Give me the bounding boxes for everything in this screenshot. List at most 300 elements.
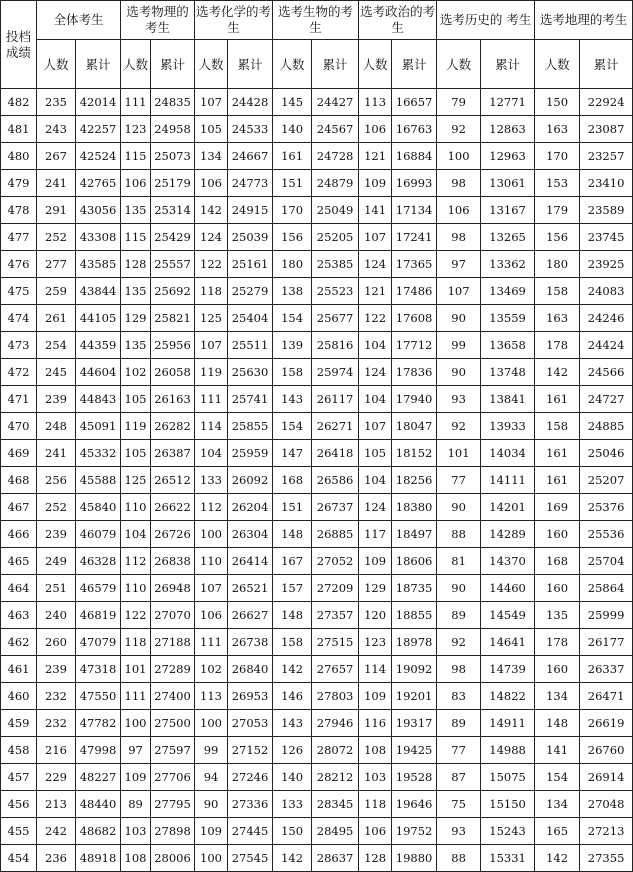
count-cell: 102 bbox=[121, 359, 151, 386]
cumulative-cell: 26586 bbox=[312, 467, 359, 494]
count-cell: 249 bbox=[37, 548, 76, 575]
score-cell: 467 bbox=[1, 494, 37, 521]
cumulative-cell: 23087 bbox=[580, 116, 633, 143]
count-cell: 128 bbox=[359, 845, 392, 872]
count-cell: 106 bbox=[195, 602, 228, 629]
count-cell: 135 bbox=[121, 332, 151, 359]
cumulative-header: 累计 bbox=[151, 40, 195, 89]
cumulative-cell: 27355 bbox=[580, 845, 633, 872]
score-cell: 464 bbox=[1, 575, 37, 602]
count-cell: 129 bbox=[121, 305, 151, 332]
cumulative-cell: 25279 bbox=[228, 278, 273, 305]
count-header: 人数 bbox=[195, 40, 228, 89]
cumulative-cell: 45332 bbox=[76, 440, 121, 467]
count-cell: 154 bbox=[535, 764, 580, 791]
count-cell: 179 bbox=[535, 197, 580, 224]
cumulative-cell: 24246 bbox=[580, 305, 633, 332]
table-row bbox=[1, 89, 633, 116]
cumulative-cell: 25864 bbox=[580, 575, 633, 602]
cumulative-cell: 25404 bbox=[228, 305, 273, 332]
count-cell: 161 bbox=[535, 467, 580, 494]
cumulative-cell: 26737 bbox=[312, 494, 359, 521]
count-cell: 115 bbox=[121, 143, 151, 170]
group-header-physics: 选考物理的考生 bbox=[121, 1, 195, 40]
score-cell: 468 bbox=[1, 467, 37, 494]
score-cell: 481 bbox=[1, 116, 37, 143]
count-cell: 135 bbox=[535, 602, 580, 629]
group-header-biology: 选考生物的考生 bbox=[273, 1, 359, 40]
count-cell: 150 bbox=[535, 89, 580, 116]
count-cell: 121 bbox=[359, 143, 392, 170]
table-row bbox=[1, 332, 633, 359]
cumulative-cell: 25999 bbox=[580, 602, 633, 629]
count-cell: 129 bbox=[359, 575, 392, 602]
cumulative-cell: 14641 bbox=[481, 629, 535, 656]
table-row bbox=[1, 197, 633, 224]
count-cell: 112 bbox=[195, 494, 228, 521]
cumulative-cell: 28495 bbox=[312, 818, 359, 845]
count-cell: 114 bbox=[359, 656, 392, 683]
cumulative-cell: 48440 bbox=[76, 791, 121, 818]
count-cell: 259 bbox=[37, 278, 76, 305]
score-cell: 454 bbox=[1, 845, 37, 872]
cumulative-cell: 25207 bbox=[580, 467, 633, 494]
cumulative-cell: 24427 bbox=[312, 89, 359, 116]
count-cell: 111 bbox=[195, 386, 228, 413]
count-cell: 126 bbox=[273, 737, 312, 764]
count-cell: 277 bbox=[37, 251, 76, 278]
cumulative-cell: 24727 bbox=[580, 386, 633, 413]
cumulative-cell: 26414 bbox=[228, 548, 273, 575]
count-cell: 161 bbox=[535, 386, 580, 413]
score-cell: 463 bbox=[1, 602, 37, 629]
table-row bbox=[1, 170, 633, 197]
count-cell: 118 bbox=[121, 629, 151, 656]
table-row bbox=[1, 467, 633, 494]
cumulative-cell: 17836 bbox=[392, 359, 437, 386]
count-cell: 88 bbox=[437, 521, 481, 548]
cumulative-cell: 19752 bbox=[392, 818, 437, 845]
table-row bbox=[1, 440, 633, 467]
count-cell: 161 bbox=[535, 440, 580, 467]
count-cell: 154 bbox=[273, 413, 312, 440]
table-row bbox=[1, 143, 633, 170]
cumulative-cell: 25557 bbox=[151, 251, 195, 278]
table-row bbox=[1, 278, 633, 305]
cumulative-cell: 27357 bbox=[312, 602, 359, 629]
count-cell: 100 bbox=[195, 710, 228, 737]
cumulative-cell: 16657 bbox=[392, 89, 437, 116]
count-cell: 252 bbox=[37, 494, 76, 521]
count-cell: 170 bbox=[273, 197, 312, 224]
count-cell: 140 bbox=[273, 764, 312, 791]
count-cell: 105 bbox=[121, 440, 151, 467]
cumulative-cell: 26337 bbox=[580, 656, 633, 683]
count-cell: 108 bbox=[359, 737, 392, 764]
count-cell: 180 bbox=[273, 251, 312, 278]
cumulative-cell: 24885 bbox=[580, 413, 633, 440]
cumulative-cell: 48227 bbox=[76, 764, 121, 791]
cumulative-cell: 14822 bbox=[481, 683, 535, 710]
table-row bbox=[1, 710, 633, 737]
count-cell: 98 bbox=[437, 656, 481, 683]
count-cell: 163 bbox=[535, 305, 580, 332]
count-cell: 142 bbox=[535, 845, 580, 872]
cumulative-cell: 25385 bbox=[312, 251, 359, 278]
count-cell: 117 bbox=[359, 521, 392, 548]
count-cell: 232 bbox=[37, 683, 76, 710]
cumulative-cell: 45840 bbox=[76, 494, 121, 521]
cumulative-cell: 48918 bbox=[76, 845, 121, 872]
count-cell: 108 bbox=[121, 845, 151, 872]
cumulative-cell: 42257 bbox=[76, 116, 121, 143]
count-cell: 107 bbox=[359, 413, 392, 440]
subheader-row bbox=[1, 40, 633, 89]
cumulative-cell: 27336 bbox=[228, 791, 273, 818]
cumulative-cell: 44359 bbox=[76, 332, 121, 359]
score-cell: 482 bbox=[1, 89, 37, 116]
count-cell: 180 bbox=[535, 251, 580, 278]
cumulative-cell: 27445 bbox=[228, 818, 273, 845]
cumulative-cell: 14034 bbox=[481, 440, 535, 467]
count-cell: 119 bbox=[195, 359, 228, 386]
table-row bbox=[1, 494, 633, 521]
cumulative-cell: 25704 bbox=[580, 548, 633, 575]
count-cell: 122 bbox=[195, 251, 228, 278]
cumulative-cell: 47079 bbox=[76, 629, 121, 656]
group-header-all: 全体考生 bbox=[37, 1, 121, 40]
cumulative-cell: 13469 bbox=[481, 278, 535, 305]
cumulative-cell: 25376 bbox=[580, 494, 633, 521]
cumulative-header: 累计 bbox=[580, 40, 633, 89]
cumulative-cell: 17486 bbox=[392, 278, 437, 305]
score-cell: 455 bbox=[1, 818, 37, 845]
cumulative-cell: 25692 bbox=[151, 278, 195, 305]
count-cell: 154 bbox=[273, 305, 312, 332]
score-cell: 457 bbox=[1, 764, 37, 791]
count-cell: 125 bbox=[121, 467, 151, 494]
cumulative-cell: 26838 bbox=[151, 548, 195, 575]
cumulative-cell: 19317 bbox=[392, 710, 437, 737]
count-cell: 157 bbox=[273, 575, 312, 602]
cumulative-header: 累计 bbox=[76, 40, 121, 89]
count-cell: 160 bbox=[535, 656, 580, 683]
count-header: 人数 bbox=[535, 40, 580, 89]
cumulative-cell: 18606 bbox=[392, 548, 437, 575]
count-cell: 106 bbox=[195, 170, 228, 197]
group-header-chemistry: 选考化学的考生 bbox=[195, 1, 273, 40]
cumulative-cell: 25511 bbox=[228, 332, 273, 359]
count-cell: 123 bbox=[121, 116, 151, 143]
count-cell: 99 bbox=[437, 332, 481, 359]
count-cell: 241 bbox=[37, 440, 76, 467]
cumulative-cell: 26117 bbox=[312, 386, 359, 413]
cumulative-cell: 25855 bbox=[228, 413, 273, 440]
cumulative-cell: 47550 bbox=[76, 683, 121, 710]
count-cell: 99 bbox=[195, 737, 228, 764]
count-cell: 106 bbox=[359, 818, 392, 845]
count-cell: 105 bbox=[359, 440, 392, 467]
cumulative-cell: 15331 bbox=[481, 845, 535, 872]
count-cell: 104 bbox=[359, 386, 392, 413]
count-cell: 256 bbox=[37, 467, 76, 494]
cumulative-cell: 27289 bbox=[151, 656, 195, 683]
cumulative-cell: 26760 bbox=[580, 737, 633, 764]
count-cell: 260 bbox=[37, 629, 76, 656]
table-row bbox=[1, 521, 633, 548]
count-cell: 104 bbox=[359, 467, 392, 494]
cumulative-cell: 16763 bbox=[392, 116, 437, 143]
cumulative-cell: 27597 bbox=[151, 737, 195, 764]
cumulative-cell: 24424 bbox=[580, 332, 633, 359]
cumulative-cell: 26271 bbox=[312, 413, 359, 440]
cumulative-cell: 13748 bbox=[481, 359, 535, 386]
cumulative-cell: 25959 bbox=[228, 440, 273, 467]
table-row bbox=[1, 116, 633, 143]
cumulative-cell: 24773 bbox=[228, 170, 273, 197]
count-cell: 169 bbox=[535, 494, 580, 521]
count-cell: 158 bbox=[273, 359, 312, 386]
score-cell: 459 bbox=[1, 710, 37, 737]
group-header-politics: 选考政治的考生 bbox=[359, 1, 437, 40]
count-cell: 239 bbox=[37, 386, 76, 413]
cumulative-cell: 25523 bbox=[312, 278, 359, 305]
count-cell: 158 bbox=[535, 278, 580, 305]
count-cell: 145 bbox=[273, 89, 312, 116]
count-cell: 106 bbox=[359, 116, 392, 143]
cumulative-cell: 23257 bbox=[580, 143, 633, 170]
count-cell: 105 bbox=[195, 116, 228, 143]
cumulative-cell: 14911 bbox=[481, 710, 535, 737]
table-row bbox=[1, 737, 633, 764]
cumulative-cell: 26387 bbox=[151, 440, 195, 467]
count-cell: 89 bbox=[437, 602, 481, 629]
count-cell: 109 bbox=[359, 170, 392, 197]
count-cell: 112 bbox=[121, 548, 151, 575]
cumulative-cell: 26914 bbox=[580, 764, 633, 791]
table-row bbox=[1, 791, 633, 818]
cumulative-cell: 19425 bbox=[392, 737, 437, 764]
cumulative-cell: 17712 bbox=[392, 332, 437, 359]
cumulative-cell: 27052 bbox=[312, 548, 359, 575]
count-cell: 113 bbox=[195, 683, 228, 710]
count-cell: 103 bbox=[121, 818, 151, 845]
count-cell: 239 bbox=[37, 656, 76, 683]
count-cell: 146 bbox=[273, 683, 312, 710]
count-cell: 148 bbox=[273, 521, 312, 548]
cumulative-cell: 24728 bbox=[312, 143, 359, 170]
score-label-line1: 投档 bbox=[5, 28, 31, 44]
count-cell: 111 bbox=[121, 683, 151, 710]
count-cell: 147 bbox=[273, 440, 312, 467]
count-cell: 251 bbox=[37, 575, 76, 602]
score-cell: 472 bbox=[1, 359, 37, 386]
score-cell: 478 bbox=[1, 197, 37, 224]
cumulative-cell: 19201 bbox=[392, 683, 437, 710]
cumulative-cell: 43056 bbox=[76, 197, 121, 224]
cumulative-cell: 44105 bbox=[76, 305, 121, 332]
count-cell: 106 bbox=[121, 170, 151, 197]
count-cell: 101 bbox=[437, 440, 481, 467]
cumulative-cell: 23745 bbox=[580, 224, 633, 251]
count-cell: 87 bbox=[437, 764, 481, 791]
cumulative-cell: 26885 bbox=[312, 521, 359, 548]
count-cell: 77 bbox=[437, 737, 481, 764]
count-cell: 138 bbox=[273, 278, 312, 305]
cumulative-cell: 14460 bbox=[481, 575, 535, 602]
count-cell: 90 bbox=[437, 305, 481, 332]
count-cell: 124 bbox=[359, 251, 392, 278]
table-body bbox=[1, 89, 633, 872]
cumulative-cell: 26418 bbox=[312, 440, 359, 467]
cumulative-cell: 24915 bbox=[228, 197, 273, 224]
cumulative-cell: 27070 bbox=[151, 602, 195, 629]
count-cell: 134 bbox=[535, 683, 580, 710]
count-cell: 89 bbox=[437, 710, 481, 737]
cumulative-cell: 27795 bbox=[151, 791, 195, 818]
count-cell: 160 bbox=[535, 521, 580, 548]
cumulative-cell: 23410 bbox=[580, 170, 633, 197]
table-row bbox=[1, 764, 633, 791]
cumulative-cell: 19528 bbox=[392, 764, 437, 791]
cumulative-cell: 12771 bbox=[481, 89, 535, 116]
count-cell: 110 bbox=[121, 575, 151, 602]
count-header: 人数 bbox=[437, 40, 481, 89]
score-cell: 462 bbox=[1, 629, 37, 656]
cumulative-cell: 28345 bbox=[312, 791, 359, 818]
score-cell: 470 bbox=[1, 413, 37, 440]
table-row bbox=[1, 629, 633, 656]
cumulative-cell: 26163 bbox=[151, 386, 195, 413]
cumulative-cell: 26726 bbox=[151, 521, 195, 548]
count-cell: 100 bbox=[437, 143, 481, 170]
score-cell: 480 bbox=[1, 143, 37, 170]
cumulative-cell: 28072 bbox=[312, 737, 359, 764]
count-cell: 109 bbox=[121, 764, 151, 791]
count-cell: 92 bbox=[437, 413, 481, 440]
cumulative-cell: 13061 bbox=[481, 170, 535, 197]
cumulative-cell: 47318 bbox=[76, 656, 121, 683]
cumulative-cell: 25821 bbox=[151, 305, 195, 332]
count-cell: 122 bbox=[121, 602, 151, 629]
cumulative-cell: 18497 bbox=[392, 521, 437, 548]
count-cell: 100 bbox=[121, 710, 151, 737]
count-cell: 160 bbox=[535, 575, 580, 602]
count-cell: 105 bbox=[121, 386, 151, 413]
count-cell: 151 bbox=[273, 170, 312, 197]
cumulative-cell: 18978 bbox=[392, 629, 437, 656]
count-cell: 148 bbox=[273, 602, 312, 629]
count-cell: 248 bbox=[37, 413, 76, 440]
count-cell: 118 bbox=[359, 791, 392, 818]
count-cell: 90 bbox=[195, 791, 228, 818]
count-cell: 168 bbox=[535, 548, 580, 575]
count-cell: 140 bbox=[273, 116, 312, 143]
count-cell: 261 bbox=[37, 305, 76, 332]
count-cell: 123 bbox=[359, 629, 392, 656]
cumulative-cell: 46819 bbox=[76, 602, 121, 629]
count-cell: 135 bbox=[121, 197, 151, 224]
count-cell: 109 bbox=[359, 548, 392, 575]
cumulative-cell: 45091 bbox=[76, 413, 121, 440]
count-cell: 125 bbox=[195, 305, 228, 332]
cumulative-cell: 23589 bbox=[580, 197, 633, 224]
cumulative-cell: 15150 bbox=[481, 791, 535, 818]
count-cell: 107 bbox=[195, 575, 228, 602]
count-cell: 98 bbox=[437, 224, 481, 251]
cumulative-cell: 24879 bbox=[312, 170, 359, 197]
count-cell: 115 bbox=[121, 224, 151, 251]
cumulative-cell: 44843 bbox=[76, 386, 121, 413]
cumulative-cell: 18855 bbox=[392, 602, 437, 629]
count-cell: 92 bbox=[437, 116, 481, 143]
score-cell: 474 bbox=[1, 305, 37, 332]
count-cell: 239 bbox=[37, 521, 76, 548]
cumulative-cell: 12963 bbox=[481, 143, 535, 170]
count-cell: 93 bbox=[437, 386, 481, 413]
cumulative-cell: 26840 bbox=[228, 656, 273, 683]
cumulative-cell: 28637 bbox=[312, 845, 359, 872]
count-cell: 90 bbox=[437, 359, 481, 386]
count-cell: 107 bbox=[437, 278, 481, 305]
table-row bbox=[1, 386, 633, 413]
cumulative-cell: 27946 bbox=[312, 710, 359, 737]
count-cell: 94 bbox=[195, 764, 228, 791]
cumulative-cell: 47782 bbox=[76, 710, 121, 737]
count-cell: 165 bbox=[535, 818, 580, 845]
cumulative-cell: 26953 bbox=[228, 683, 273, 710]
cumulative-cell: 25630 bbox=[228, 359, 273, 386]
count-cell: 141 bbox=[535, 737, 580, 764]
cumulative-cell: 24533 bbox=[228, 116, 273, 143]
count-cell: 104 bbox=[195, 440, 228, 467]
cumulative-cell: 42014 bbox=[76, 89, 121, 116]
count-header: 人数 bbox=[359, 40, 392, 89]
cumulative-cell: 24567 bbox=[312, 116, 359, 143]
cumulative-cell: 19880 bbox=[392, 845, 437, 872]
count-cell: 110 bbox=[121, 494, 151, 521]
cumulative-cell: 28006 bbox=[151, 845, 195, 872]
count-cell: 143 bbox=[273, 386, 312, 413]
count-cell: 109 bbox=[195, 818, 228, 845]
cumulative-cell: 19646 bbox=[392, 791, 437, 818]
count-cell: 104 bbox=[359, 332, 392, 359]
cumulative-header: 累计 bbox=[228, 40, 273, 89]
count-header: 人数 bbox=[273, 40, 312, 89]
cumulative-cell: 13265 bbox=[481, 224, 535, 251]
count-cell: 254 bbox=[37, 332, 76, 359]
cumulative-cell: 14549 bbox=[481, 602, 535, 629]
count-cell: 142 bbox=[273, 845, 312, 872]
cumulative-cell: 26058 bbox=[151, 359, 195, 386]
count-cell: 90 bbox=[437, 494, 481, 521]
cumulative-cell: 14201 bbox=[481, 494, 535, 521]
score-cell: 466 bbox=[1, 521, 37, 548]
cumulative-cell: 13559 bbox=[481, 305, 535, 332]
cumulative-cell: 18047 bbox=[392, 413, 437, 440]
cumulative-cell: 43585 bbox=[76, 251, 121, 278]
cumulative-cell: 17365 bbox=[392, 251, 437, 278]
count-cell: 119 bbox=[121, 413, 151, 440]
count-cell: 109 bbox=[359, 683, 392, 710]
cumulative-cell: 13841 bbox=[481, 386, 535, 413]
count-cell: 88 bbox=[437, 845, 481, 872]
count-cell: 148 bbox=[535, 710, 580, 737]
cumulative-cell: 46079 bbox=[76, 521, 121, 548]
count-cell: 163 bbox=[535, 116, 580, 143]
count-cell: 142 bbox=[195, 197, 228, 224]
count-cell: 235 bbox=[37, 89, 76, 116]
